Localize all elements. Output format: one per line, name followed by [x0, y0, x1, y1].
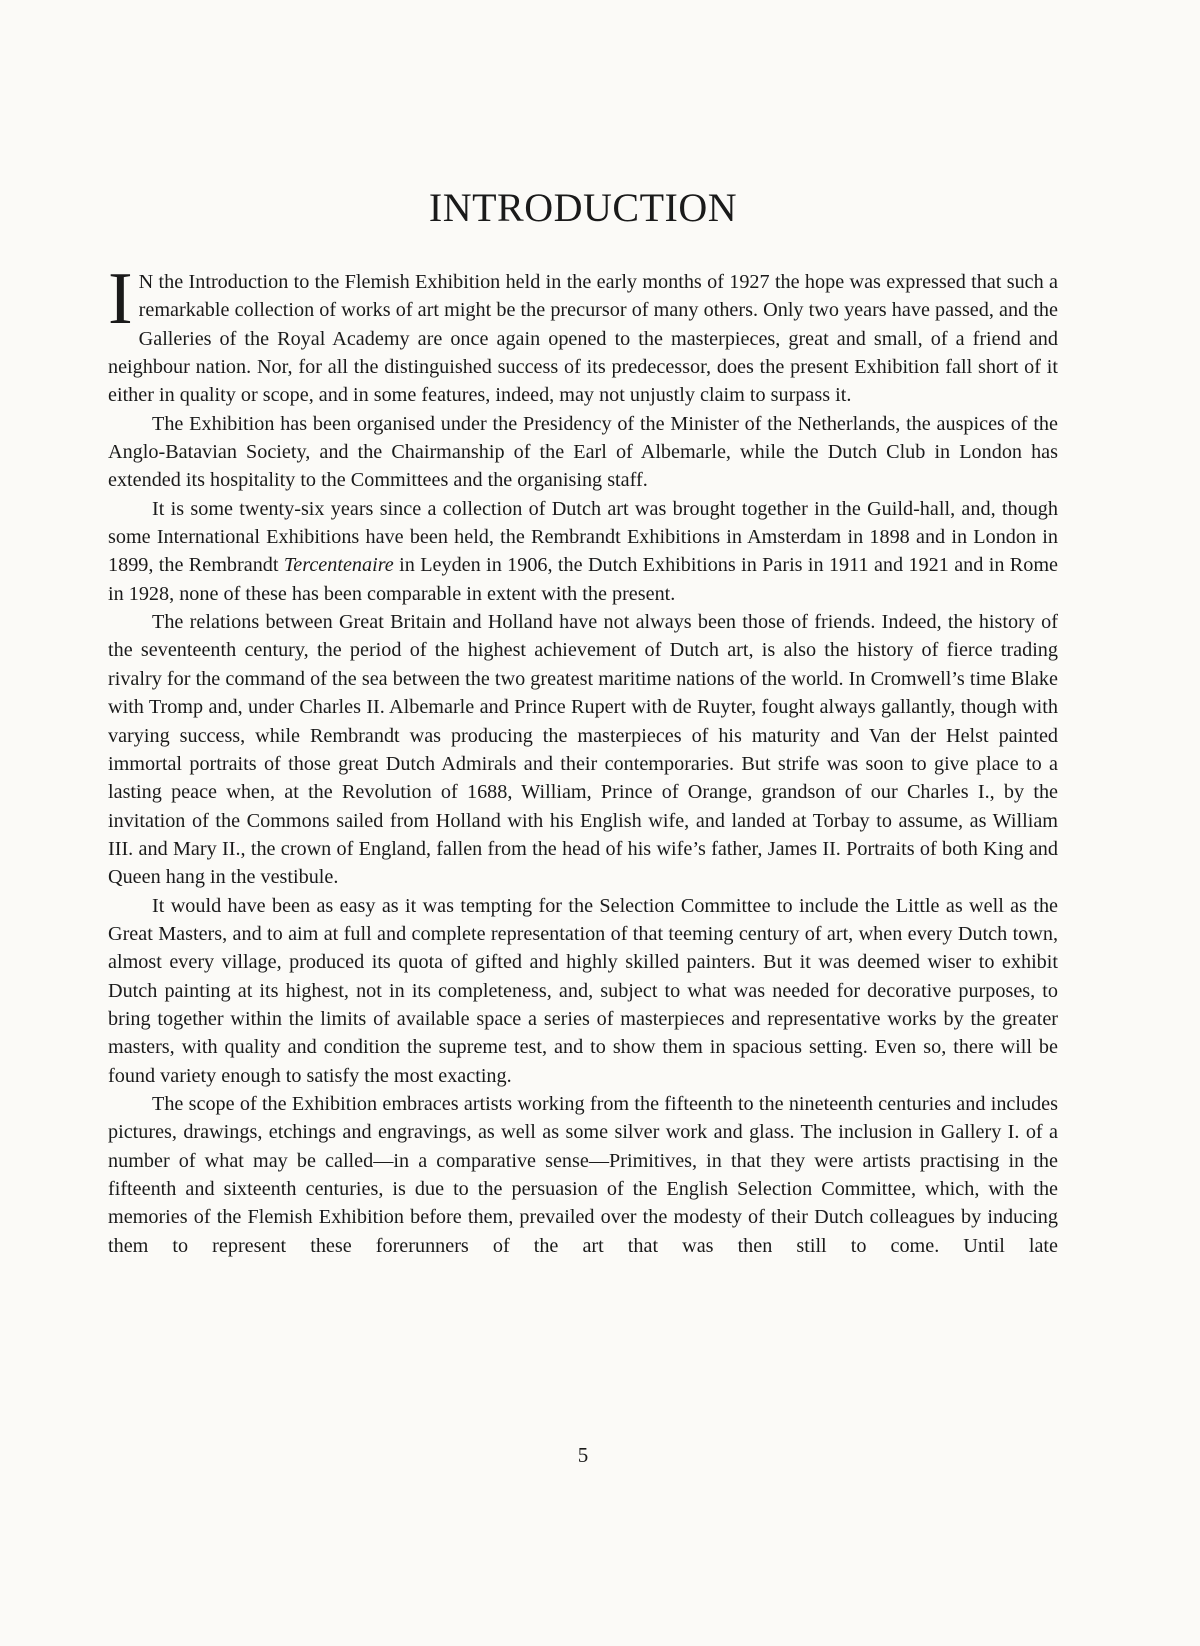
paragraph-3-text-b: in Leyden in 1906, the Dutch Exhibitions in Paris in 1911 and 1921 and in Rome in 1928, none of these has been comparable in extent with the present. — [108, 554, 1058, 605]
body-text — [108, 258, 1058, 1260]
paragraph-3-text-a: It is some twenty-six years since a collection of Dutch art was brought together in the Guild-hall, and, though some International Exhibitions have been held, the Rembrandt Exhibitions in Amsterdam in 1898 and in London in 1899, the Rembrandt — [108, 497, 1058, 577]
paragraph-3 — [108, 495, 1058, 608]
drop-cap: I — [108, 258, 133, 340]
paragraph-1-text: N the Introduction to the Flemish Exhibition held in the early months of 1927 the hope was expressed that such a remarkable collection of works of art might be the precursor of many others. Only two years have passed, and the Galleries of the Royal Academy are once again opened to the masterpieces, great and small, of a friend and neighbour nation. Nor, for all the distinguished success of its predecessor, does the present Exhibition fall short of it either in quality or scope, and in some features, indeed, may not unjustly claim to surpass it. — [108, 271, 1058, 407]
paragraph-2: The Exhibition has been organised under the Presidency of the Minister of the Netherlands, the auspices of the Anglo-Batavian Society, and the Chairmanship of the Earl of Albemarle, while the Dutch Club in London has extended its hospitality to the Committees and the organising staff. — [108, 412, 1058, 492]
paragraph-4: The relations between Great Britain and Holland have not always been those of friends. Indeed, the history of the seventeenth century, the period of the highest achievement of Dutch art, is also the history of fierce trading rivalry for the command of the sea between the two greatest maritime nations of the world. In Cromwell’s time Blake with Tromp and, under Charles II. Albemarle and Prince Rupert with de Ruyter, fought always gallantly, though with varying success, while Rembrandt was producing the masterpieces of his maturity and Van der Helst painted immortal portraits of those great Dutch Admirals and their contemporaries. But strife was soon to give place to a lasting peace when, at the Revolution of 1688, William, Prince of Orange, grandson of our Charles I., by the invitation of the Commons sailed from Holland with his English wife, and landed at Torbay to assume, as William III. and Mary II., the crown of England, fallen from the head of his wife’s father, James II. Portraits of both King and Queen hang in the vestibule. — [108, 611, 1058, 889]
paragraph-5: It would have been as easy as it was tempting for the Selection Committee to include the Little as well as the Great Masters, and to aim at full and complete representation of that teeming century of art, when every Dutch town, almost every village, produced its quota of gifted and highly skilled painters. But it was deemed wiser to exhibit Dutch painting at its highest, not in its completeness, and, subject to what was needed for decorative purposes, to bring together within the limits of available space a series of masterpieces and representative works by the greater masters, with quality and condition the supreme test, and to show them in spacious setting. Even so, there will be found variety enough to satisfy the most exacting. — [108, 894, 1058, 1087]
paragraph-6: The scope of the Exhibition embraces artists working from the fifteenth to the nineteenth centuries and includes pictures, drawings, etchings and engravings, as well as some silver work and glass. The inclusion in Gallery I. of a number of what may be called—in a comparative sense—Primitives, in that they were artists practising in the fifteenth and sixteenth centuries, is due to the persuasion of the English Selection Committee, which, with the memories of the Flemish Exhibition before them, prevailed over the modesty of their Dutch colleagues by inducing them to represent these forerunners of the art that was then still to come. Until late — [108, 1092, 1058, 1257]
italic-term: Tercentenaire — [283, 554, 394, 577]
paragraph-1 — [108, 258, 1058, 410]
page-title: INTRODUCTION — [428, 185, 738, 230]
page-number: 5 — [577, 1443, 589, 1467]
